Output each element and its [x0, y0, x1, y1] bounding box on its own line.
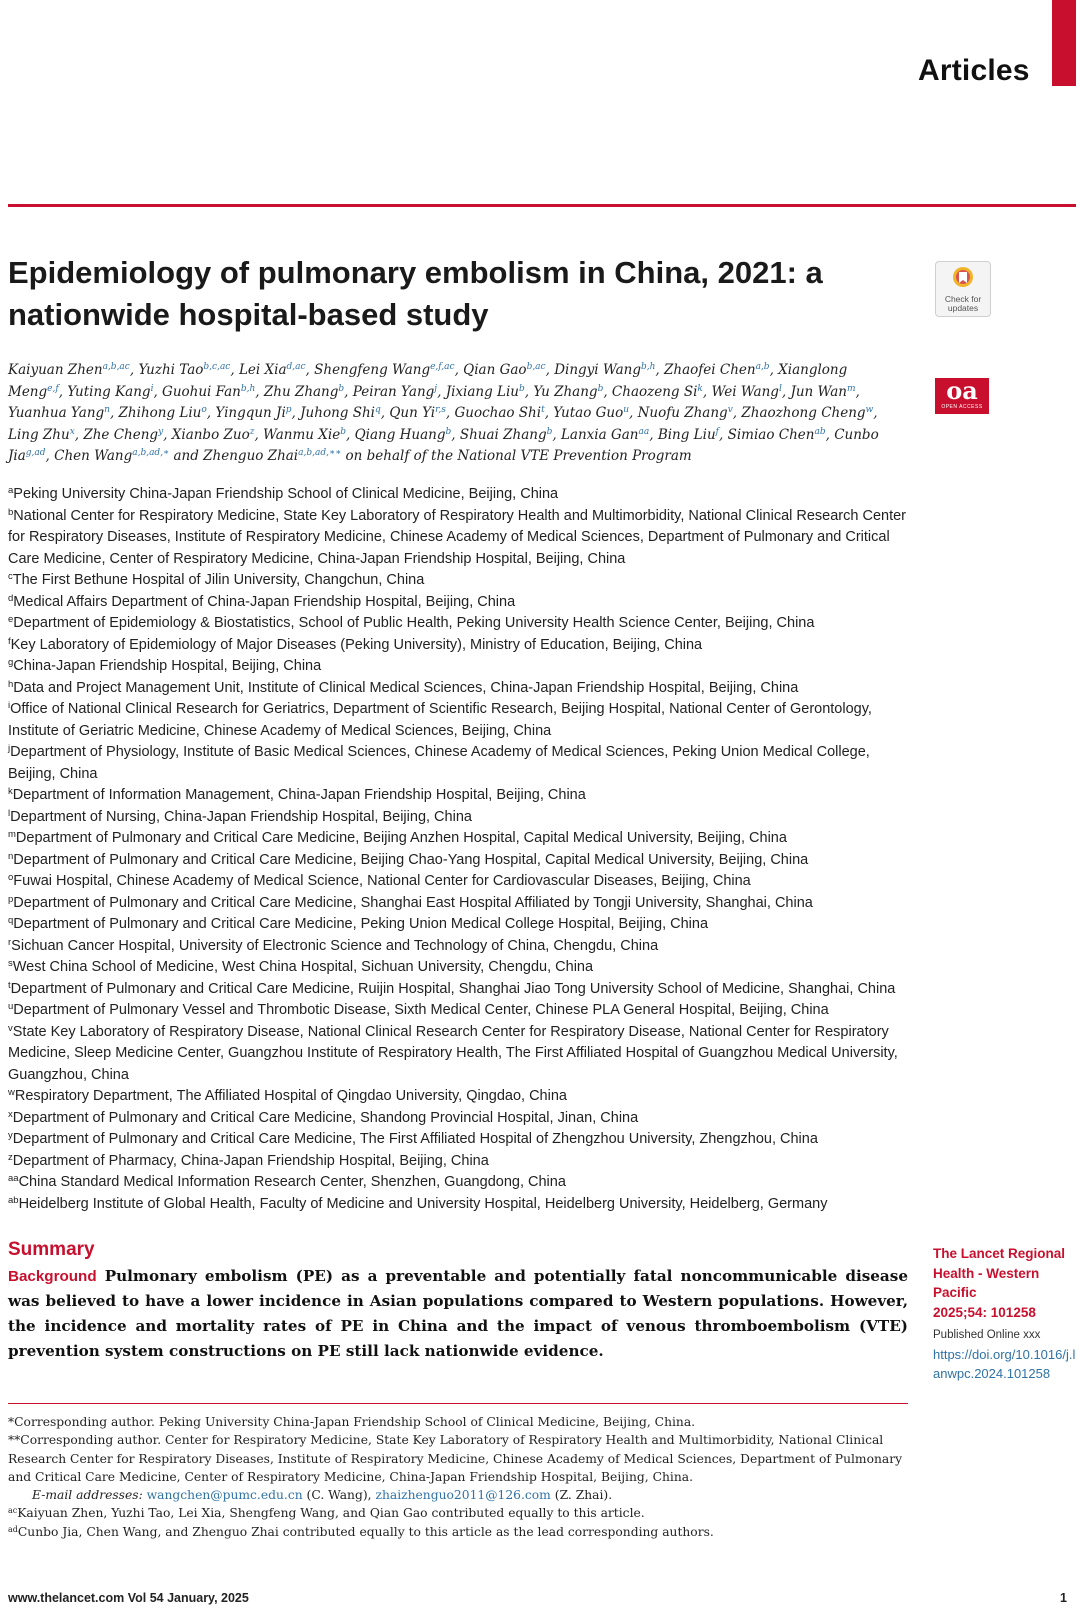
published-online: Published Online xxx [933, 1329, 1041, 1341]
affiliation-list [8, 484, 908, 1215]
affiliation-text: Department of Pulmonary Vessel and Thrombotic Disease, Sixth Medical Center, Chinese PLA General Hospital, Beijing, China [13, 1002, 829, 1018]
affiliation-key: j [8, 743, 11, 754]
open-access-logo: oa [946, 376, 978, 405]
email-link-wang[interactable]: wangchen@pumc.edu.cn [146, 1488, 303, 1503]
affiliation-key: z [8, 1151, 13, 1163]
affiliation-item [8, 979, 908, 1001]
author-and: and [173, 448, 199, 465]
affiliation-text: Department of Pulmonary and Critical Care Medicine, Ruijin Hospital, Shanghai Jiao Tong University School of Medicine, Shanghai, China [10, 980, 896, 997]
author-group-note: on behalf of the National VTE Prevention Program [345, 448, 692, 465]
affiliation-item [8, 656, 908, 678]
affiliation-item [8, 484, 908, 506]
author-name: Yu Zhang [533, 383, 598, 400]
affiliation-key: y [8, 1130, 13, 1141]
affiliation-item [8, 871, 908, 893]
affiliation-item [8, 828, 908, 850]
affiliation-text: Department of Pharmacy, China-Japan Friendship Hospital, Beijing, China [12, 1152, 489, 1169]
affiliation-key: g [8, 657, 14, 668]
affiliation-text: China-Japan Friendship Hospital, Beijing, China [13, 658, 322, 674]
author-affiliation-keys: g,ad [25, 448, 46, 459]
background-text: Pulmonary embolism (PE) as a preventable and potentially fatal noncommunicable disease was believed to have a lower incidence in Asian populations compared to Western populations. However, the incidence and mortality rates of PE in China and the impact of venous thromboembolism (VTE) prevention system constructions on PE still lack nationwide evidence. [8, 1267, 908, 1360]
affiliation-key: x [8, 1108, 13, 1120]
author-affiliation-keys: x [69, 426, 75, 437]
check-for-updates-button[interactable] [935, 261, 991, 317]
affiliation-text: Department of Pulmonary and Critical Care Medicine, Shanghai East Hospital Affiliated by Tongji University, Shanghai, China [13, 894, 813, 911]
author-name: Yuting Kang [67, 383, 151, 400]
author-name: Dingyi Wang [554, 362, 641, 378]
section-label: Articles [918, 54, 1030, 87]
author-name: Peiran Yang [352, 383, 435, 400]
corresponding-author-1: *Corresponding author. Peking University China-Japan Friendship School of Clinical Medicine, Beijing, China. [8, 1415, 696, 1429]
email-link-zhai[interactable]: zhaizhenguo2011@126.com [375, 1488, 551, 1503]
author-affiliation-keys: e,f,ac [430, 362, 455, 372]
header-rule [8, 204, 1076, 207]
affiliation-key: c [8, 571, 13, 582]
check-for-updates-label: Check for updates [944, 294, 982, 313]
corresponding-author-2: **Corresponding author. Center for Respiratory Medicine, State Key Laboratory of Respiratory Health and Multimorbidity, National Clinical Research Center for Respiratory Diseases, Institute of Respiratory Medicine, Chinese Academy of Medical Sciences, Department of Pulmonary and Critical Care Medicine, Center of Respiratory Medicine, China-Japan Friendship Hospital, Beijing, China. [8, 1433, 903, 1484]
affiliation-text: Department of Pulmonary and Critical Care Medicine, Beijing Anzhen Hospital, Capital Medical University, Beijing, China [15, 830, 787, 846]
affiliation-item [8, 957, 908, 979]
author-name: Lei Xia [238, 362, 287, 378]
affiliation-key: p [8, 893, 14, 905]
affiliation-text: Fuwai Hospital, Chinese Academy of Medical Science, National Center for Cardiovascular Diseases, Beijing, China [13, 873, 751, 889]
affiliation-item [8, 678, 908, 700]
author-affiliation-keys: b [338, 383, 345, 394]
lead-corresponding-note [8, 1523, 908, 1541]
note-ac-key: ac [8, 1506, 18, 1516]
author-name: Qian Gao [463, 362, 527, 378]
author-name: Zhaozhong Cheng [741, 405, 866, 422]
affiliation-text: Department of Information Management, China-Japan Friendship Hospital, Beijing, China [12, 787, 586, 803]
author-name: Jixiang Liu [445, 383, 520, 400]
background-label: Background [8, 1268, 97, 1285]
email-owner-wang: (C. Wang), [306, 1488, 372, 1503]
author-affiliation-keys: f [715, 426, 719, 437]
section-color-tab [1052, 0, 1076, 86]
affiliation-key: l [8, 807, 11, 819]
article-title: Epidemiology of pulmonary embolism in China, 2021: a nationwide hospital-based study [8, 255, 823, 332]
author-name: Guohui Fan [162, 383, 241, 400]
affiliation-key: a [8, 485, 14, 496]
affiliation-text: Department of Nursing, China-Japan Friendship Hospital, Beijing, China [10, 808, 472, 825]
affiliation-item [8, 914, 908, 936]
author-affiliation-keys: q [374, 405, 381, 416]
summary-background [8, 1264, 908, 1364]
affiliation-text: Department of Pulmonary and Critical Care Medicine, Beijing Chao-Yang Hospital, Capital Medical University, Beijing, China [13, 851, 809, 868]
page-number: 1 [1060, 1591, 1067, 1605]
affiliation-text: Heidelberg Institute of Global Health, Faculty of Medicine and University Hospital, Heidelberg University, Heidelberg, Germany [18, 1195, 828, 1212]
affiliation-text: Department of Epidemiology & Biostatistics, School of Public Health, Peking University Health Science Center, Beijing, China [13, 615, 815, 631]
author-affiliation-keys: o [201, 405, 207, 416]
affiliation-item [8, 613, 908, 635]
affiliation-item [8, 936, 908, 958]
affiliation-item [8, 1000, 908, 1022]
affiliation-item [8, 742, 908, 785]
author-affiliation-keys: b [519, 383, 525, 394]
affiliation-key: n [8, 850, 14, 862]
affiliation-text: Respiratory Department, The Affiliated Hospital of Qingdao University, Qingdao, China [14, 1088, 567, 1104]
author-affiliation-keys: u [623, 405, 630, 416]
journal-name [933, 1244, 1080, 1322]
affiliation-item [8, 807, 908, 829]
affiliation-key: v [8, 1022, 13, 1034]
affiliation-item [8, 570, 908, 592]
affiliation-item [8, 1194, 908, 1216]
author-affiliation-keys: a,b,ad,∗∗ [298, 448, 342, 459]
author-name: Qun Yi [389, 405, 436, 422]
affiliation-item [8, 1172, 908, 1194]
author-name: Zhu Zhang [263, 383, 339, 400]
author-name: Wanmu Xie [263, 426, 341, 443]
author-name: Zhe Cheng [83, 426, 159, 443]
affiliation-text: Medical Affairs Department of China-Japan Friendship Hospital, Beijing, China [13, 593, 516, 610]
affiliation-item [8, 592, 908, 614]
affiliation-key: o [8, 872, 14, 883]
affiliation-text: Department of Pulmonary and Critical Care Medicine, The First Affiliated Hospital of Zhengzhou University, Zhengzhou, China [12, 1131, 818, 1147]
author-name: Juhong Shi [300, 405, 375, 422]
equal-contribution-note [8, 1504, 908, 1522]
journal-title: The Lancet Regional Health - Western Pacific [933, 1246, 1066, 1300]
author-affiliation-keys: b,h [641, 362, 656, 372]
affiliation-item [8, 635, 908, 657]
author-name: Xianbo Zuo [171, 426, 250, 443]
author-affiliation-keys: aa [638, 426, 650, 437]
author-affiliation-keys: b,c,ac [203, 362, 231, 372]
author-name: Guochao Shi [454, 405, 542, 422]
author-affiliation-keys: a,b [755, 362, 770, 372]
affiliation-item [8, 506, 908, 571]
affiliation-key: q [8, 915, 14, 926]
journal-sidebar [933, 1244, 1080, 1383]
affiliation-item [8, 1086, 908, 1108]
author-affiliation-keys: r,s [435, 405, 446, 416]
open-access-badge [935, 378, 989, 414]
affiliation-item [8, 785, 908, 807]
affiliation-key: h [8, 678, 14, 690]
affiliation-text: Office of National Clinical Research for Geriatrics, Department of Scientific Research, Beijing Hospital, National Center of Gerontology, Institute of Geriatric Medicine, Chinese Academy of Medical Sciences, Beijing, China [8, 701, 872, 739]
affiliation-item [8, 1129, 908, 1151]
affiliation-text: Peking University China-Japan Friendship School of Clinical Medicine, Beijing, China [13, 486, 559, 502]
affiliation-text: Department of Pulmonary and Critical Care Medicine, Shandong Provincial Hospital, Jinan, China [12, 1109, 639, 1126]
affiliation-key: aa [8, 1173, 19, 1184]
author-name: Yuanhua Yang [8, 405, 105, 422]
email-addresses [8, 1486, 908, 1504]
author-affiliation-keys: z [249, 426, 255, 437]
affiliation-key: i [8, 700, 11, 711]
note-ad-key: ad [8, 1524, 18, 1534]
author-name: Bing Liu [657, 426, 716, 443]
author-name: Chaozeng Si [611, 383, 698, 400]
affiliation-key: r [8, 936, 12, 948]
doi-link[interactable]: https://doi.org/10.1016/j.lanwpc.2024.101258 [933, 1347, 1076, 1381]
journal-citation: 2025;54: 101258 [933, 1304, 1036, 1320]
affiliation-text: Department of Pulmonary and Critical Care Medicine, Peking Union Medical College Hospital, Beijing, China [13, 916, 709, 932]
affiliation-text: Sichuan Cancer Hospital, University of Electronic Science and Technology of China, Chengdu, China [11, 937, 659, 954]
author-name: Qiang Huang [354, 426, 446, 443]
footer-journal-line: www.thelancet.com Vol 54 January, 2025 [8, 1591, 249, 1605]
author-name: Simiao Chen [727, 426, 815, 443]
author-name: Chen Wang [54, 448, 133, 465]
affiliation-key: t [8, 979, 11, 991]
author-affiliation-keys: y [158, 426, 164, 437]
author-affiliation-keys: j [434, 383, 438, 394]
author-affiliation-keys: b [546, 426, 553, 437]
affiliation-key: m [8, 829, 16, 840]
author-affiliation-keys: e,f [47, 383, 59, 394]
affiliation-item [8, 893, 908, 915]
affiliation-item [8, 699, 908, 742]
affiliation-item [8, 1108, 908, 1130]
author-name: Zhaofei Chen [664, 362, 756, 378]
note-ac-text: Kaiyuan Zhen, Yuzhi Tao, Lei Xia, Shengfeng Wang, and Qian Gao contributed equally to this article. [17, 1506, 645, 1521]
author-name: Yuzhi Tao [138, 362, 204, 378]
email-label: E-mail addresses: [32, 1488, 143, 1503]
footnote-rule [8, 1403, 908, 1404]
author-affiliation-keys: k [697, 383, 703, 394]
bookmark-icon [952, 266, 974, 288]
author-name: Jun Wan [790, 383, 847, 400]
affiliation-text: West China School of Medicine, West China Hospital, Sichuan University, Chengdu, China [12, 959, 594, 975]
affiliation-key: b [8, 506, 14, 518]
author-affiliation-keys: t [541, 405, 545, 416]
affiliation-item [8, 850, 908, 872]
author-name: Nuofu Zhang [637, 405, 728, 422]
author-affiliation-keys: d,ac [286, 362, 306, 372]
affiliation-text: State Key Laboratory of Respiratory Disease, National Clinical Research Center for Respiratory Disease, National Center for Respiratory Medicine, Sleep Medicine Center, Guangzhou Institute of Respiratory Health, The First Affiliated Hospital of Guangzhou Medical University, Guangzhou, China [8, 1023, 898, 1083]
affiliation-key: d [8, 592, 14, 604]
author-name: Yingqun Ji [215, 405, 286, 422]
email-owner-zhai: (Z. Zhai). [554, 1488, 613, 1503]
author-name: Yutao Guo [553, 405, 624, 422]
author-affiliation-keys: a,b,ad,∗ [132, 448, 170, 459]
author-affiliation-keys: p [285, 405, 292, 416]
affiliation-item [8, 1151, 908, 1173]
affiliation-key: w [8, 1087, 15, 1098]
author-name: Xianglong Meng [8, 362, 848, 400]
author-affiliation-keys: ab [814, 426, 826, 437]
author-name: Wei Wang [711, 383, 779, 400]
author-affiliation-keys: b,h [240, 383, 256, 394]
affiliation-text: China Standard Medical Information Research Center, Shenzhen, Guangdong, China [18, 1174, 566, 1190]
author-affiliation-keys: w [865, 405, 874, 416]
affiliation-text: Department of Physiology, Institute of Basic Medical Sciences, Chinese Academy of Medical Sciences, Peking Union Medical College, Beijing, China [8, 744, 870, 782]
author-affiliation-keys: b [340, 426, 346, 437]
author-affiliation-keys: b,ac [526, 362, 546, 372]
author-name: Zhenguo Zhai [203, 448, 299, 465]
note-ad-text: Cunbo Jia, Chen Wang, and Zhenguo Zhai contributed equally to this article as the lead corresponding authors. [17, 1524, 714, 1539]
author-affiliation-keys: n [104, 405, 110, 416]
affiliation-text: National Center for Respiratory Medicine, State Key Laboratory of Respiratory Health and Multimorbidity, National Clinical Research Center for Respiratory Diseases, Institute of Respiratory Medicine, Chinese Academy of Medical Sciences, Department of Pulmonary and Critical Care Medicine, Center of Respiratory Medicine, China-Japan Friendship Hospital, Beijing, China [8, 507, 906, 567]
author-name: Kaiyuan Zhen [8, 362, 103, 378]
author-name: Lanxia Gan [560, 426, 639, 443]
author-affiliation-keys: v [727, 405, 733, 416]
author-affiliation-keys: m [846, 383, 856, 394]
author-affiliation-keys: a,b,ac [102, 362, 130, 372]
author-name: Zhihong Liu [118, 405, 202, 422]
affiliation-key: u [8, 1001, 14, 1012]
affiliation-text: Key Laboratory of Epidemiology of Major Diseases (Peking University), Ministry of Education, Beijing, China [10, 636, 703, 653]
affiliation-key: f [8, 635, 11, 647]
affiliation-key: k [8, 786, 13, 797]
summary-heading: Summary [8, 1239, 95, 1260]
affiliation-key: ab [8, 1194, 19, 1206]
affiliation-key: s [8, 958, 13, 969]
affiliation-text: Data and Project Management Unit, Institute of Clinical Medical Sciences, China-Japan Friendship Hospital, Beijing, China [13, 679, 799, 696]
author-affiliation-keys: b [445, 426, 452, 437]
author-name: Ling Zhu [8, 426, 70, 443]
author-affiliation-keys: l [778, 383, 782, 394]
author-name: Shuai Zhang [459, 426, 547, 443]
open-access-caption: OPEN ACCESS [941, 404, 983, 410]
author-affiliation-keys: b [597, 383, 604, 394]
author-list: Kaiyuan Zhen$^{a,b,ac}$, Yuzhi Tao$^{b,c,ac}$, Lei Xia$^{d,ac}$, Shengfeng Wang$^{e,f,ac}$, Qian Gao$^{b,ac}$, Dingyi Wang$^{b,h}$, Zhaofei Chen$^{a,b}$, Xianglong Meng$^{e,f}$, Yuting Kang$^i$, Guohui Fan$^{b,h}$, Zhu Zhang$^b$, Peiran Yang$^j$, Jixiang Liu$^b$, Yu Zhang$^b$, Chaozeng Si$^k$, Wei Wang$^l$, Jun Wan$^m$, Yuanhua Yang$^n$, Zhihong Liu$^o$, Yingqun Ji$^p$, Juhong Shi$^q$, Qun Yi$^{r,s}$, Guochao Shi$^t$, Yutao Guo$^u$, Nuofu Zhang$^v$, Zhaozhong Cheng$^w$, Ling Zhu$^x$, Zhe Cheng$^y$, Xianbo Zuo$^z$, Wanmu Xie$^b$, Qiang Huang$^b$, Shuai Zhang$^b$, Lanxia Gan$^{aa}$, Bing Liu$^f$, Simiao Chen$^{ab}$, Cunbo Jia$^{g,ad}$, Chen Wang$^{a,b,ad,∗}$ and Zhenguo Zhai$^{a,b,ad,∗∗}$ on behalf of the National VTE Prevention Program [8, 362, 879, 465]
author-name: Cunbo Jia [8, 426, 879, 465]
affiliation-key: e [8, 614, 14, 625]
author-affiliation-keys: i [150, 383, 154, 394]
footnotes [8, 1413, 908, 1541]
affiliation-text: The First Bethune Hospital of Jilin University, Changchun, China [12, 572, 425, 588]
affiliation-item [8, 1022, 908, 1087]
author-name: Shengfeng Wang [314, 362, 431, 378]
